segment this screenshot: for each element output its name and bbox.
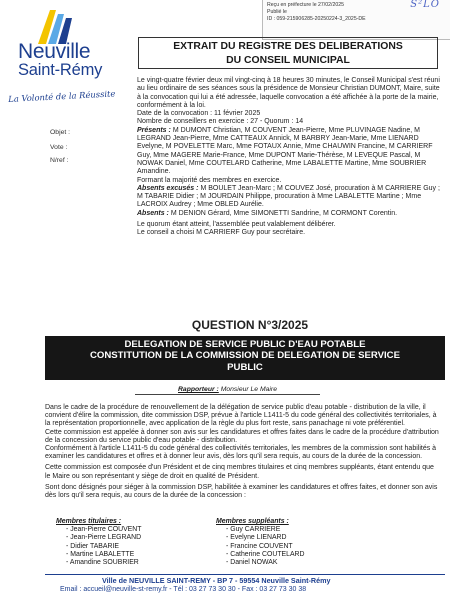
document-title-line2: DU CONSEIL MUNICIPAL bbox=[226, 55, 350, 66]
quorum-note: Le quorum étant atteint, l'assemblée peut valablement délibérer. bbox=[137, 221, 336, 229]
presents-list: M DUMONT Christian, M COUVENT Jean-Pierre, Mme PLUVINAGE Nadine, M LEGRAND Jean-Pierre, Mme CATTEAUX Annick, M BARBRY Jean-Marie, Mme LIENARD Evelyne, M POVELETTE Marc, Mme FOTAUX Annie, Mme CHAUWIN Francine, M CARRIERF Guy, Mme MAGERE Marie-France, Mme DUPONT Marie-Thérèse, M LEVEQUE Pascal, M NOWAK Daniel, Mme COUTELARD Catherine, Mme LABALETTE Martine, Mme SOUBRIER Amandine. bbox=[137, 126, 433, 176]
footer-contact: Email : accueil@neuville-st-remy.fr - Tél : 03 27 73 30 30 - Fax : 03 27 73 30 38 bbox=[60, 586, 307, 593]
receipt-line: Reçu en préfecture le 27/02/2025 bbox=[267, 2, 345, 8]
session-record bbox=[137, 77, 440, 238]
substitute-members-heading: Membres suppléants : bbox=[216, 518, 289, 525]
stamp-signature: S²LO bbox=[410, 0, 440, 10]
secretary-note: Le conseil a choisi M CARRIERF Guy pour secrétaire. bbox=[137, 229, 306, 237]
presents-paragraph bbox=[137, 127, 440, 177]
body-paragraph-1: Dans le cadre de la procédure de renouvellement de la délégation de service public d'eau potable - distribution de la ville, il convient d'élire la commission, dite commission DSP, prévue à l'article L1411-5 du code général des collectivités territoriales, à la représentation proportionnelle, avec application de la règle du plus fort reste, sans panachage ni vote préférentiel. bbox=[45, 404, 437, 428]
absent-paragraph bbox=[137, 210, 440, 218]
label-vote: Vote : bbox=[50, 144, 68, 151]
town-name-line1: Neuville bbox=[18, 40, 91, 63]
prefecture-receipt-stamp bbox=[262, 0, 450, 40]
titular-members-list bbox=[56, 518, 206, 567]
excused-paragraph bbox=[137, 185, 440, 210]
absent-label: Absents : bbox=[137, 209, 169, 217]
body-paragraph-3: Conformément à l'article L1411-5 du code général des collectivités territoriales, les membres de la commission sont habilités à examiner les candidatures et offres et à donner leur avis, dès lors qu'il sera requis, au cours de la durée de la concession. bbox=[45, 445, 437, 461]
list-item: - Jean-Pierre COUVENT bbox=[66, 526, 142, 534]
list-item: - Martine LABALETTE bbox=[66, 550, 135, 558]
list-item: - Amandine SOUBRIER bbox=[66, 559, 139, 567]
titular-members-heading: Membres titulaires : bbox=[56, 518, 122, 525]
subject-line3: PUBLIC bbox=[227, 361, 263, 373]
subject-line2: CONSTITUTION DE LA COMMISSION DE DELEGATION DE SERVICE bbox=[89, 350, 401, 362]
member-counts: Nombre de conseillers en exercice : 27 - Quorum : 14 bbox=[137, 118, 304, 126]
question-number: QUESTION N°3/2025 bbox=[191, 318, 309, 332]
list-item: - Didier TABARIE bbox=[66, 542, 119, 550]
subject-line1: DELEGATION DE SERVICE PUBLIC D'EAU POTABLE bbox=[124, 339, 366, 350]
rapporteur-line bbox=[135, 385, 320, 395]
body-paragraph-2: Cette commission est appelée à donner son avis sur les candidatures et offres faites dans le cadre de la procédure d'attribution de la concession du service public d'eau potable - distribution. bbox=[45, 428, 439, 444]
label-objet: Objet : bbox=[50, 129, 71, 136]
presents-label: Présents : bbox=[137, 126, 171, 134]
document-title-box bbox=[138, 37, 438, 69]
body-paragraph-5: Sont donc désignés pour siéger à la commission DSP, habilitée à examiner les candidatures et offres faites, et donner son avis dès lors qu'il sera requis, au cours de la durée de la concession : bbox=[45, 483, 438, 500]
document-id: ID : 059-215906285-20250224-3_2025-DE bbox=[267, 16, 366, 22]
list-item: - Evelyne LIENARD bbox=[226, 534, 287, 542]
footer-address: Ville de NEUVILLE SAINT-REMY - BP 7 - 59554 Neuville Saint-Rémy bbox=[102, 576, 331, 585]
excused-label: Absents excusés : bbox=[137, 184, 199, 192]
label-nref: N/ref : bbox=[50, 157, 69, 164]
body-paragraph-4: Cette commission est composée d'un Président et de cinq membres titulaires et cinq membres suppléants, étant entendu que le Maire ou son représentant y siège de droit en qualité de Président. bbox=[45, 464, 434, 480]
list-item: - Catherine COUTELARD bbox=[226, 550, 305, 558]
list-item: - Daniel NOWAK bbox=[226, 559, 278, 567]
list-item: - Francine COUVENT bbox=[226, 542, 293, 550]
session-intro: Le vingt-quatre février deux mil vingt-cinq à 18 heures 30 minutes, le Conseil Municipal s'est réuni au lieu ordinaire de ses séances sous la présidence de Monsieur Christian DUMONT, Maire, suite à la convocation qui lui a été adressée, laquelle convocation a été affichée à la porte de la mairie, conformément à la loi. bbox=[137, 77, 440, 109]
publication-line: Publié le bbox=[267, 9, 287, 15]
subject-band bbox=[45, 336, 445, 380]
rapporteur-label: Rapporteur : bbox=[178, 386, 219, 393]
deliberation-body bbox=[45, 404, 440, 500]
list-item: - Guy CARRIERE bbox=[226, 526, 281, 534]
convocation-date: Date de la convocation : 11 février 2025 bbox=[137, 110, 261, 118]
town-name-line2: Saint-Rémy bbox=[18, 61, 103, 79]
majority-note: Formant la majorité des membres en exercice. bbox=[137, 176, 282, 184]
absent-list: M DENION Gérard, Mme SIMONETTI Sandrine, M CORMONT Corentin. bbox=[170, 209, 398, 217]
list-item: - Jean-Pierre LEGRAND bbox=[66, 534, 142, 542]
document-title-line1: EXTRAIT DU REGISTRE DES DELIBERATIONS bbox=[173, 41, 403, 52]
footer-divider bbox=[45, 574, 445, 575]
town-motto: La Volonté de la Réussite bbox=[8, 88, 116, 104]
substitute-members-list bbox=[216, 518, 376, 567]
excused-list: M BOULET Jean-Marc ; M COUVEZ José, procuration à M CARRIERE Guy ; M TABARIE Didier ; M JOURDAIN Philippe, procuration à Mme LABALETTE Martine ; Mme LACROIX Audrey ; Mme OBLED Aurélie. bbox=[137, 184, 440, 209]
rapporteur-name: Monsieur Le Maire bbox=[220, 386, 277, 393]
